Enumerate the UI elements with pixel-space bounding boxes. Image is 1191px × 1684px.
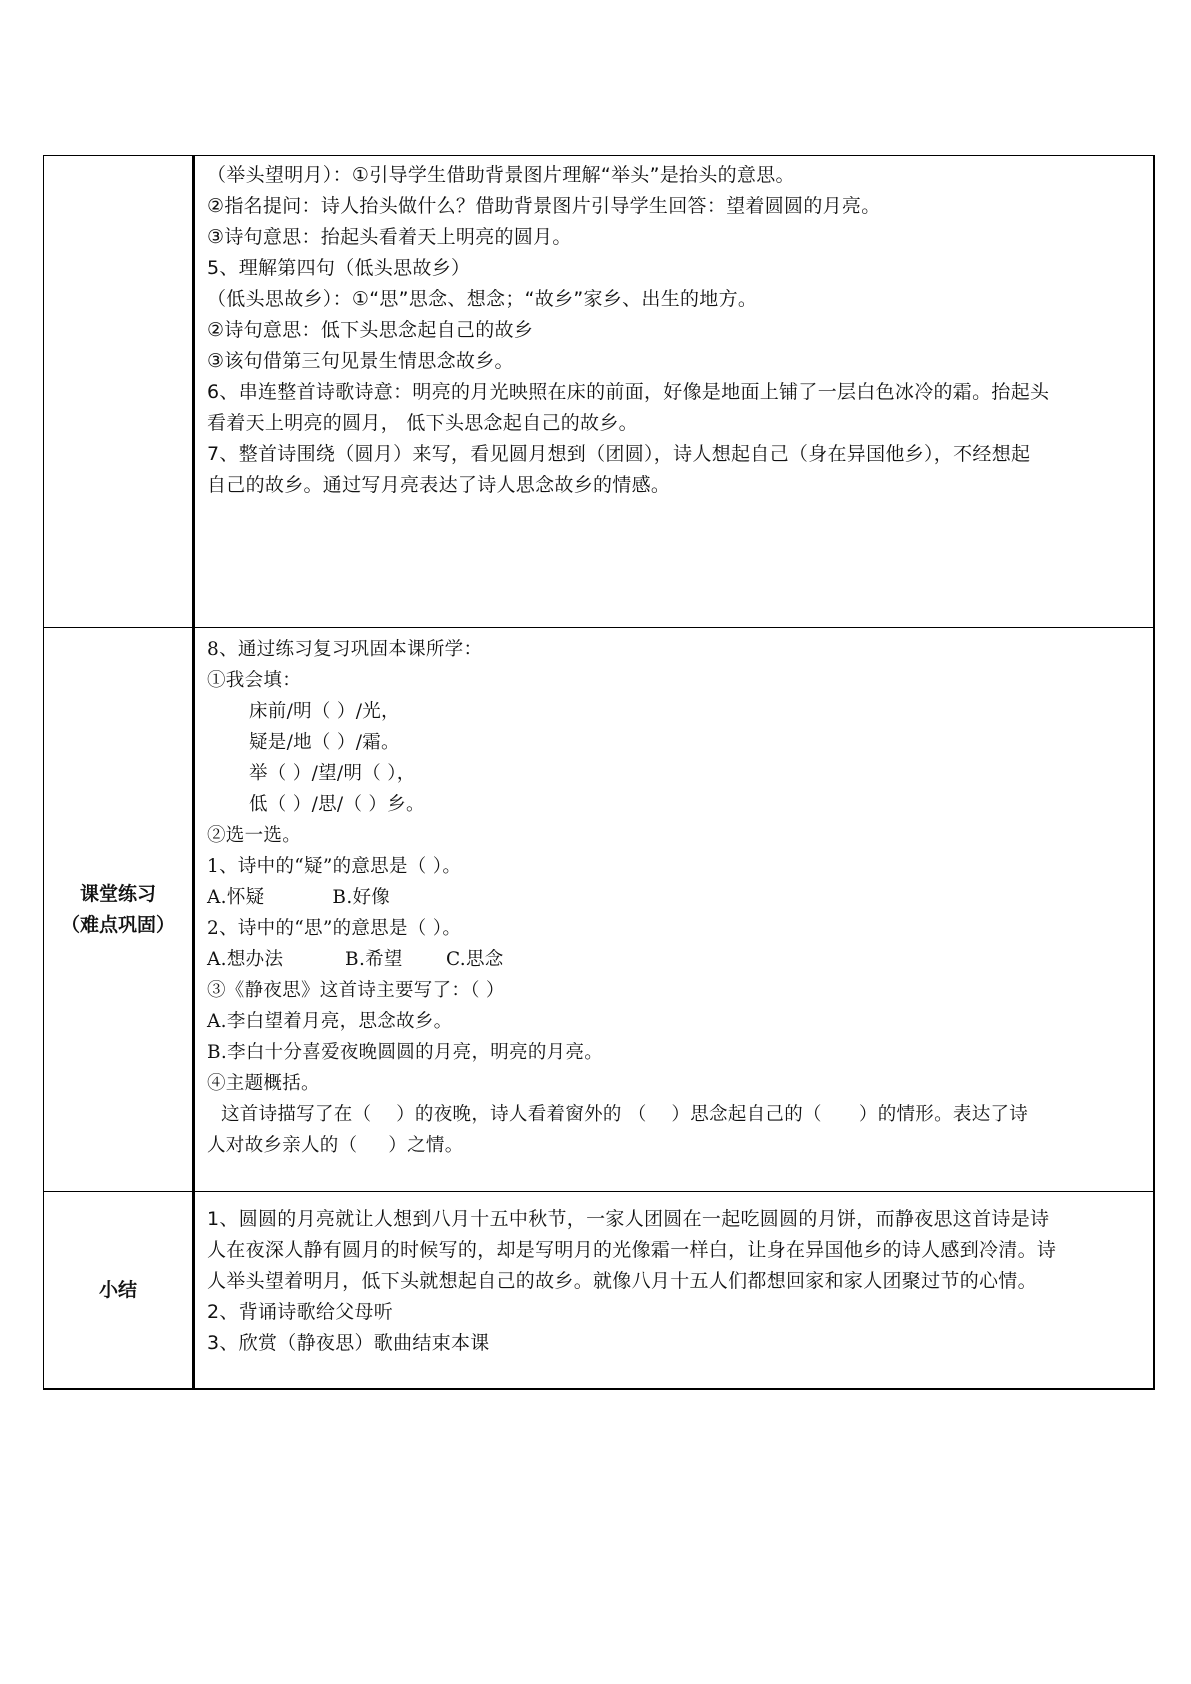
question-line: ③《静夜思》这首诗主要写了：（ ） [207,980,505,1001]
practice-line: 8、通过练习复习巩固本课所学： [207,639,483,660]
content-line: 6、串连整首诗歌诗意：明亮的月光映照在床的前面，好像是地面上铺了一层白色冰冷的霜。抬起头 [207,381,1050,403]
lesson-plan-table [43,155,1155,1390]
theme-fill-line: 这首诗描写了在（ ）的夜晚，诗人看着窗外的 （ ）思念起自己的（ ）的情形。表达了诗 [221,1104,1029,1125]
content-line: 看着天上明亮的圆月， 低下头思念起自己的故乡。 [207,412,638,434]
question-line: 1、诗中的“疑”的意思是（ ）。 [207,856,462,877]
content-line: 5、理解第四句（低头思故乡） [207,257,471,279]
practice-row [44,628,1155,1192]
practice-line: ①我会填： [207,670,302,691]
content-line: 7、整首诗围绕（圆月）来写，看见圆月想到（团圆），诗人想起自己（身在异国他乡），不经想起 [207,443,1031,465]
question-line: 2、诗中的“思”的意思是（ ）。 [207,918,462,939]
content-line: 自己的故乡。通过写月亮表达了诗人思念故乡的情感。 [207,474,671,496]
summary-row [44,1192,1155,1390]
answer-option: A.李白望着月亮，思念故乡。 [207,1011,453,1032]
practice-text-cell [194,628,1155,1192]
theme-fill-line: 人对故乡亲人的（ ）之情。 [207,1135,464,1156]
summary-text-cell [194,1192,1155,1390]
poem-fill-line: 低（ ）/思/（ ）乡。 [249,794,425,815]
summary-line: 3、欣赏（静夜思）歌曲结束本课 [207,1332,490,1354]
answer-option: B.李白十分喜爱夜晚圆圆的月亮，明亮的月亮。 [207,1042,604,1063]
content-line: ③该句借第三句见景生情思念故乡。 [207,350,514,372]
summary-label: 小结 [98,1278,137,1301]
content-line: （举头望明月）：①引导学生借助背景图片理解“举头”是抬头的意思。 [207,164,795,186]
content-row [44,156,1155,628]
content-label-cell [44,156,194,628]
summary-line: 人举头望着明月，低下头就想起自己的故乡。就像八月十五人们都想回家和家人团聚过节的心情。 [207,1270,1037,1292]
answer-options: A.想办法 B.希望 C.思念 [207,949,504,970]
poem-fill-line: 床前/明（ ）/光， [249,701,400,722]
content-line: ③诗句意思：抬起头看着天上明亮的圆月。 [207,226,572,248]
practice-sublabel: （难点巩固） [60,913,175,936]
practice-label-cell [44,628,194,1192]
summary-label-cell [44,1192,194,1390]
content-text-cell [194,156,1155,628]
summary-line: 人在夜深人静有圆月的时候写的，却是写明月的光像霜一样白，让身在异国他乡的诗人感到冷清。诗 [207,1239,1057,1261]
poem-fill-line: 疑是/地（ ）/霜。 [249,732,400,753]
poem-fill-line: 举（ ）/望/明（ ）， [249,763,416,784]
practice-line: ④主题概括。 [207,1073,320,1094]
practice-line: ②选一选。 [207,825,302,846]
content-line: ②诗句意思：低下头思念起自己的故乡 [207,319,534,341]
practice-label: 课堂练习 [79,882,156,905]
summary-line: 1、圆圆的月亮就让人想到八月十五中秋节，一家人团圆在一起吃圆圆的月饼，而静夜思这首诗是诗 [207,1208,1050,1230]
content-line: ②指名提问：诗人抬头做什么？借助背景图片引导学生回答：望着圆圆的月亮。 [207,195,881,217]
answer-options: A.怀疑 B.好像 [207,887,391,908]
content-line: （低头思故乡）：①“思”思念、想念；“故乡”家乡、出生的地方。 [207,288,758,310]
summary-line: 2、背诵诗歌给父母听 [207,1301,394,1323]
